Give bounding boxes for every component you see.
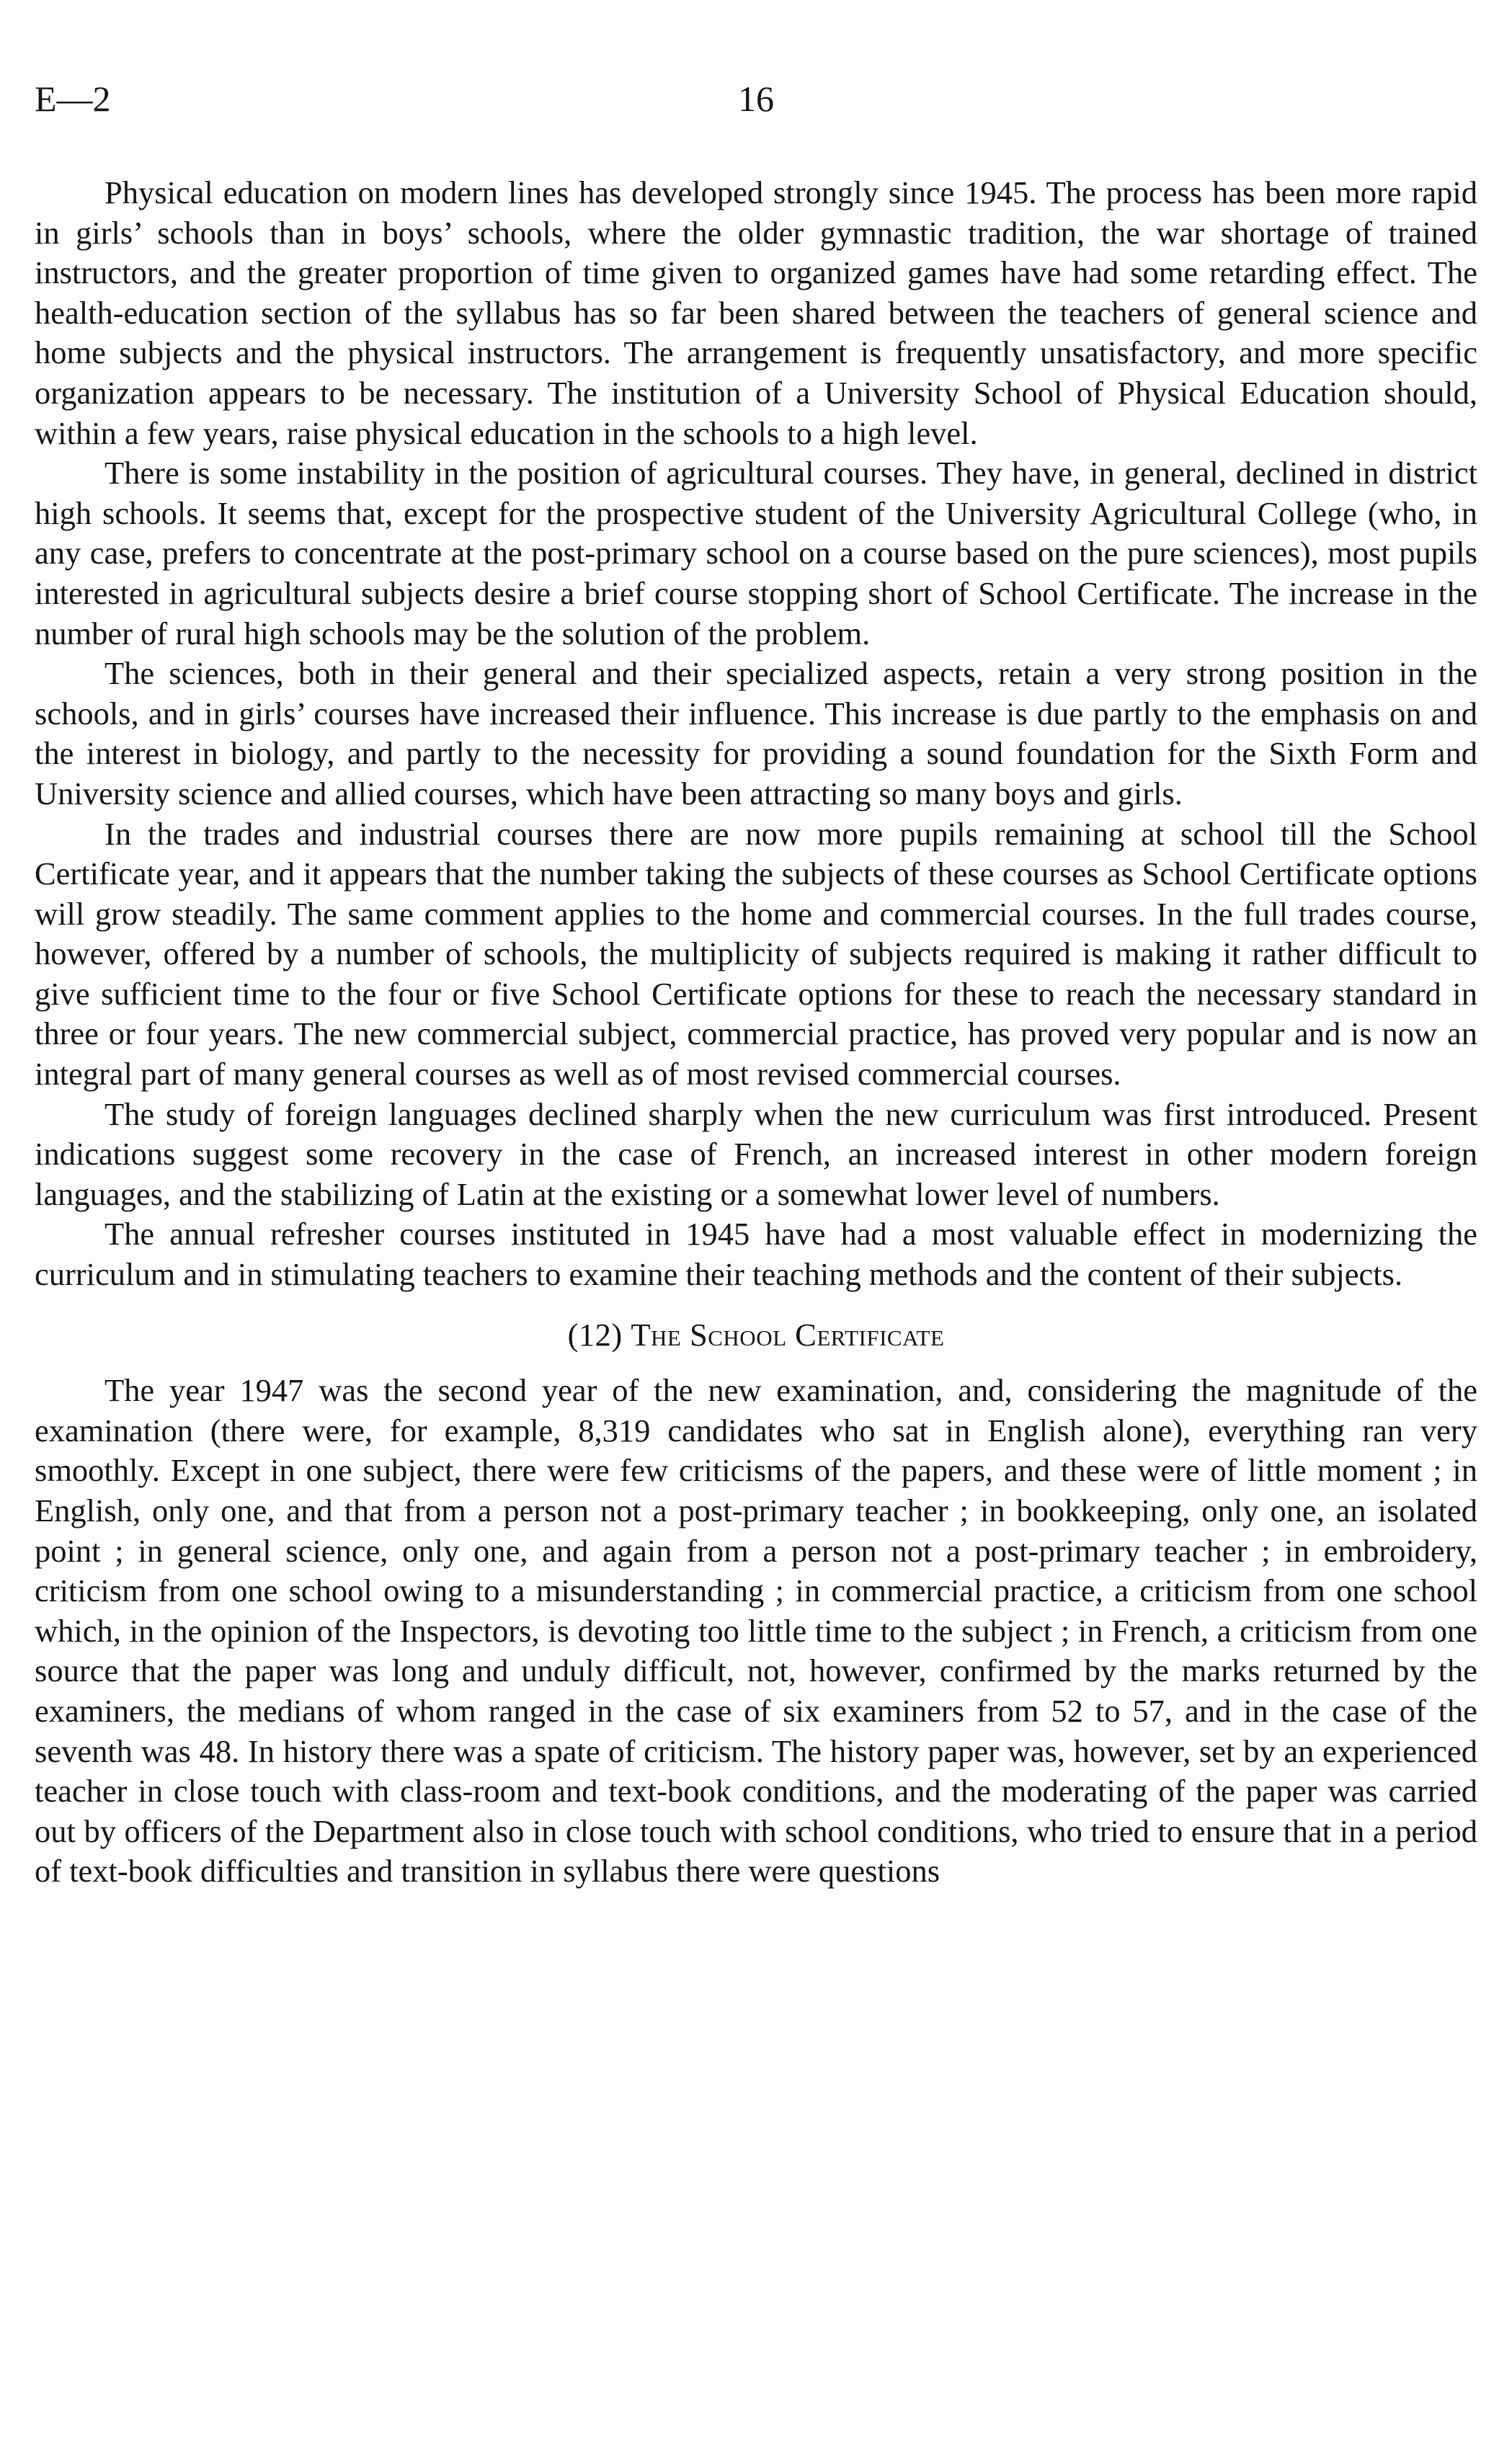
section-title: The School Certificate: [631, 1316, 945, 1353]
paragraph-refresher-courses: The annual refresher courses instituted in 1945 have had a most valuable effect in modernizing the curriculum and in stimulating teachers to examine their teaching methods and the content of their subjects.: [35, 1216, 1477, 1293]
paragraph-sciences: The sciences, both in their general and their specialized aspects, retain a very strong position in the schools, and in girls’ courses have increased their influence. This increase is due partly to the emphasis on and the interest in biology, and partly to the necessity for providing a sound foundation for the Sixth Form and University science and allied courses, which have been attracting so many boys and girls.: [35, 655, 1477, 811]
page-header: [35, 78, 1477, 128]
paragraph-trades-courses: In the trades and industrial courses there are now more pupils remaining at school till the School Certificate year, and it appears that the number taking the subjects of these courses as School Certificate options will grow steadily. The same comment applies to the home and commercial courses. In the full trades course, however, offered by a number of schools, the multiplicity of subjects required is making it rather difficult to give sufficient time to the four or five School Certificate options for these to reach the necessary standard in three or four years. The new commercial subject, commercial practice, has proved very popular and is now an integral part of many general courses as well as of most revised commercial courses.: [35, 815, 1477, 1093]
section-number: (12): [567, 1316, 623, 1353]
document-reference: E—2: [35, 79, 111, 119]
page-number: 16: [738, 79, 774, 119]
paragraph-agricultural-courses: There is some instability in the position of agricultural courses. They have, in general, declined in district high schools. It seems that, except for the prospective student of the University Agricultural College (who, in any case, prefers to concentrate at the post-primary school on a course based on the pure sciences), most pupils interested in agricultural subjects desire a brief course stopping short of School Certificate. The increase in the number of rural high schools may be the solution of the problem.: [35, 455, 1477, 651]
paragraph-foreign-languages: The study of foreign languages declined sharply when the new curriculum was first introduced. Present indications suggest some recovery in the case of French, an increased interest in other modern foreign languages, and the stabilizing of Latin at the existing or a somewhat lower level of numbers.: [35, 1095, 1477, 1212]
paragraph-school-certificate: The year 1947 was the second year of the new examination, and, considering the magnitude of the examination (there were, for example, 8,319 candidates who sat in English alone), everything ran very smoothly. Except in one subject, there were few criticisms of the papers, and these were of little moment ; in English, only one, and that from a person not a post-primary teacher ; in bookkeeping, only one, an isolated point ; in general science, only one, and again from a person not a post-primary teacher ; in embroidery, criticism from one school owing to a misunderstanding ; in commercial practice, a criticism from one school which, in the opinion of the Inspectors, is devoting too little time to the subject ; in French, a criticism from one source that the paper was long and unduly difficult, not, however, confirmed by the marks returned by the examiners, the medians of whom ranged in the case of six examiners from 52 to 57, and in the case of the seventh was 48. In history there was a spate of criticism. The history paper was, however, set by an experienced teacher in close touch with class-room and text-book conditions, and the moderating of the paper was carried out by officers of the Department also in close touch with school conditions, who tried to ensure that in a period of text-book difficulties and transition in syllabus there were questions: [35, 1372, 1477, 1890]
paragraph-physical-education: Physical education on modern lines has developed strongly since 1945. The process has been more rapid in girls’ schools than in boys’ schools, where the older gymnastic tradition, the war shortage of trained instructors, and the greater proportion of time given to organized games have had some retarding effect. The health-education section of the syllabus has so far been shared between the teachers of general science and home subjects and the physical instructors. The arrangement is frequently unsatisfactory, and more specific organization appears to be necessary. The institution of a University School of Physical Education should, within a few years, raise physical education in the schools to a high level.: [35, 174, 1477, 451]
body-text: [35, 173, 1477, 1892]
section-heading: [35, 1315, 1477, 1356]
